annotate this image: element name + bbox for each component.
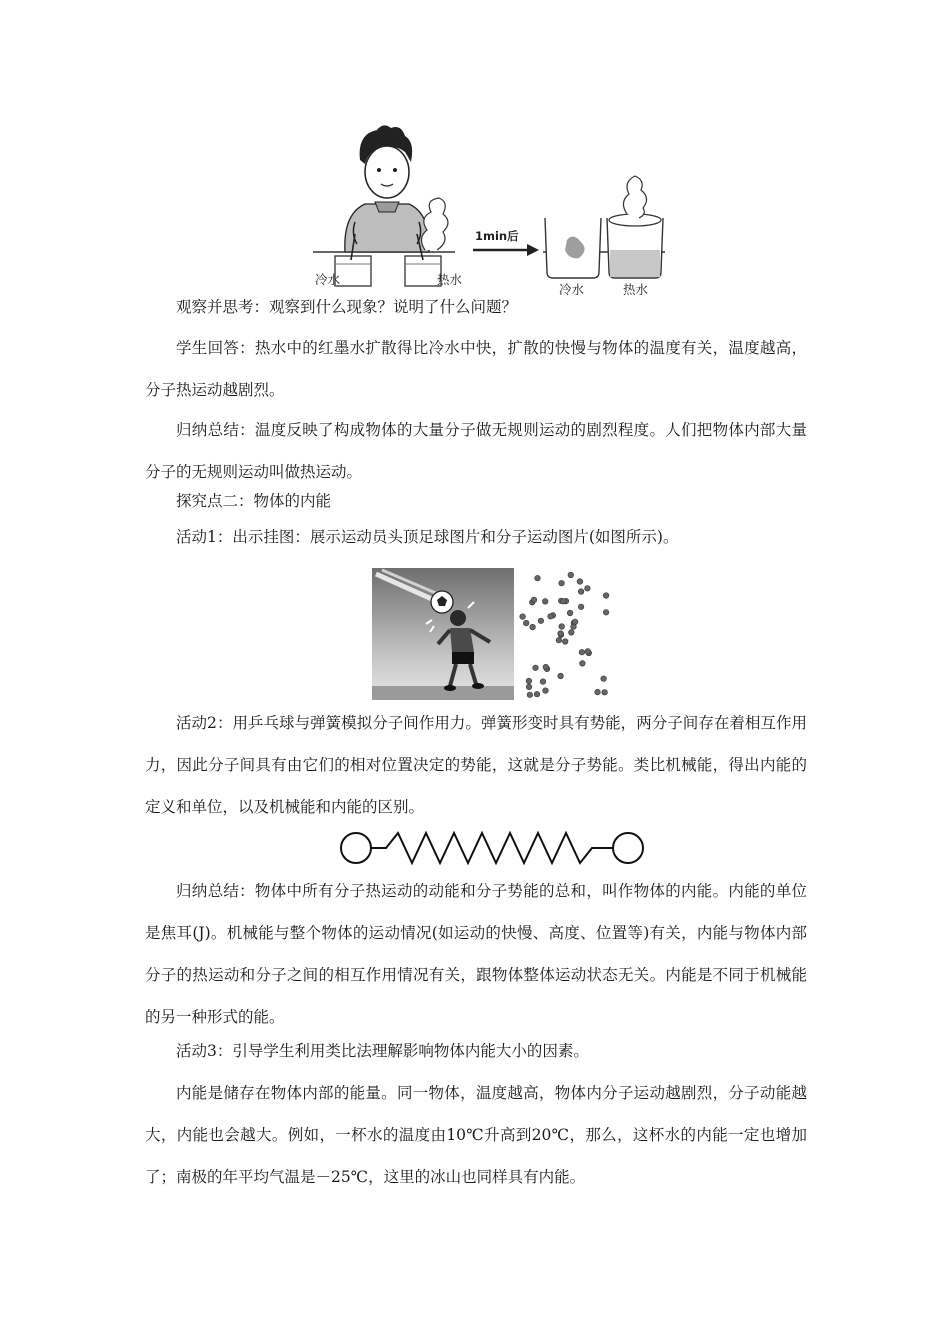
molecule-dot xyxy=(520,614,526,620)
paragraph-activity-2: 活动2：用乒乓球与弹簧模拟分子间作用力。弹簧形变时具有势能，两分子间存在着相互作用力，因此分子间具有由它们的相对位置决定的势能，这就是分子势能。类比机械能，得出内能的定义和单位，以及机械能和内能的区别。 xyxy=(145,714,807,816)
molecule-dot xyxy=(603,610,609,616)
molecule-dot xyxy=(562,639,568,645)
paragraph-activity-1: 活动1：出示挂图：展示运动员头顶足球图片和分子运动图片(如图所示)。 xyxy=(176,528,679,546)
molecule-dot xyxy=(585,586,591,592)
molecule-dot xyxy=(559,580,565,586)
molecule-dot xyxy=(603,593,609,599)
molecule-dot xyxy=(533,665,539,671)
molecule-dot xyxy=(561,599,567,605)
molecule-dot xyxy=(526,684,532,690)
molecule-dot xyxy=(579,649,585,655)
molecule-dot xyxy=(531,597,537,603)
label-cold-water-right: 冷水 xyxy=(559,282,585,297)
molecule-dot xyxy=(577,579,583,585)
molecule-dot xyxy=(602,690,608,696)
molecule-dot xyxy=(580,661,586,667)
molecule-dot xyxy=(530,624,536,630)
spring-model-figure xyxy=(338,830,646,866)
paragraph-internal-energy-explained: 内能是储存在物体内部的能量。同一物体，温度越高，物体内分子运动越剧烈，分子动能越大，内能也会越大。例如，一杯水的温度由10℃升高到20℃，那么，这杯水的内能一定也增加了；南极的年平均气温是－25℃，这里的冰山也同样具有内能。 xyxy=(145,1084,807,1186)
molecules-panel xyxy=(520,572,609,697)
paragraph-summary-2: 归纳总结：物体中所有分子热运动的动能和分子势能的总和，叫作物体的内能。内能的单位是焦耳(J)。机械能与整个物体的运动情况(如运动的快慢、高度、位置等)有关，内能与物体内部分子的热运动和分子之间的相互作用情况有关，跟物体整体运动状态无关。内能是不同于机械能的另一种形式的能。 xyxy=(145,882,807,1026)
ball-right-icon xyxy=(613,833,643,863)
molecule-dot xyxy=(568,572,574,578)
molecule-dot xyxy=(523,620,529,626)
ball-left-icon xyxy=(341,833,371,863)
paragraph-activity-3: 活动3：引导学生利用类比法理解影响物体内能大小的因素。 xyxy=(176,1042,589,1060)
molecule-dot xyxy=(527,692,533,698)
molecule-dot xyxy=(535,575,541,581)
arrow-label: 1min后 xyxy=(475,229,519,243)
molecule-dot xyxy=(578,604,584,610)
molecule-dot xyxy=(558,631,564,637)
molecule-dot xyxy=(559,624,565,630)
soccer-and-molecules-figure xyxy=(372,568,614,700)
molecule-dot xyxy=(534,691,540,697)
molecule-dot xyxy=(548,614,554,620)
section-heading-internal-energy: 探究点二：物体的内能 xyxy=(176,492,332,510)
diffusion-experiment-figure xyxy=(305,122,670,300)
molecule-dot xyxy=(558,673,564,679)
molecule-dot xyxy=(595,689,601,695)
label-hot-water-right: 热水 xyxy=(623,282,649,297)
molecule-dot xyxy=(543,664,549,670)
paragraph-student-answer: 学生回答：热水中的红墨水扩散得比冷水中快，扩散的快慢与物体的温度有关，温度越高，分子热运动越剧烈。 xyxy=(145,339,807,399)
molecule-dot xyxy=(556,637,562,643)
molecule-dot xyxy=(542,599,548,605)
molecule-dot xyxy=(540,679,546,685)
molecule-dot xyxy=(543,688,549,694)
molecule-dot xyxy=(601,676,607,682)
paragraph-summary-1: 归纳总结：温度反映了构成物体的大量分子做无规则运动的剧烈程度。人们把物体内部大量分子的无规则运动叫做热运动。 xyxy=(145,421,807,481)
molecule-dot xyxy=(569,630,575,636)
label-cold-water-left: 冷水 xyxy=(315,272,341,287)
label-hot-water-left: 热水 xyxy=(437,272,463,287)
molecule-dot xyxy=(585,649,591,655)
molecule-dot xyxy=(526,678,532,684)
molecule-dot xyxy=(538,618,544,624)
molecule-dot xyxy=(578,589,584,595)
paragraph-observe: 观察并思考：观察到什么现象？说明了什么问题？ xyxy=(176,298,518,316)
molecule-dot xyxy=(567,610,573,616)
molecule-dot xyxy=(571,624,577,630)
